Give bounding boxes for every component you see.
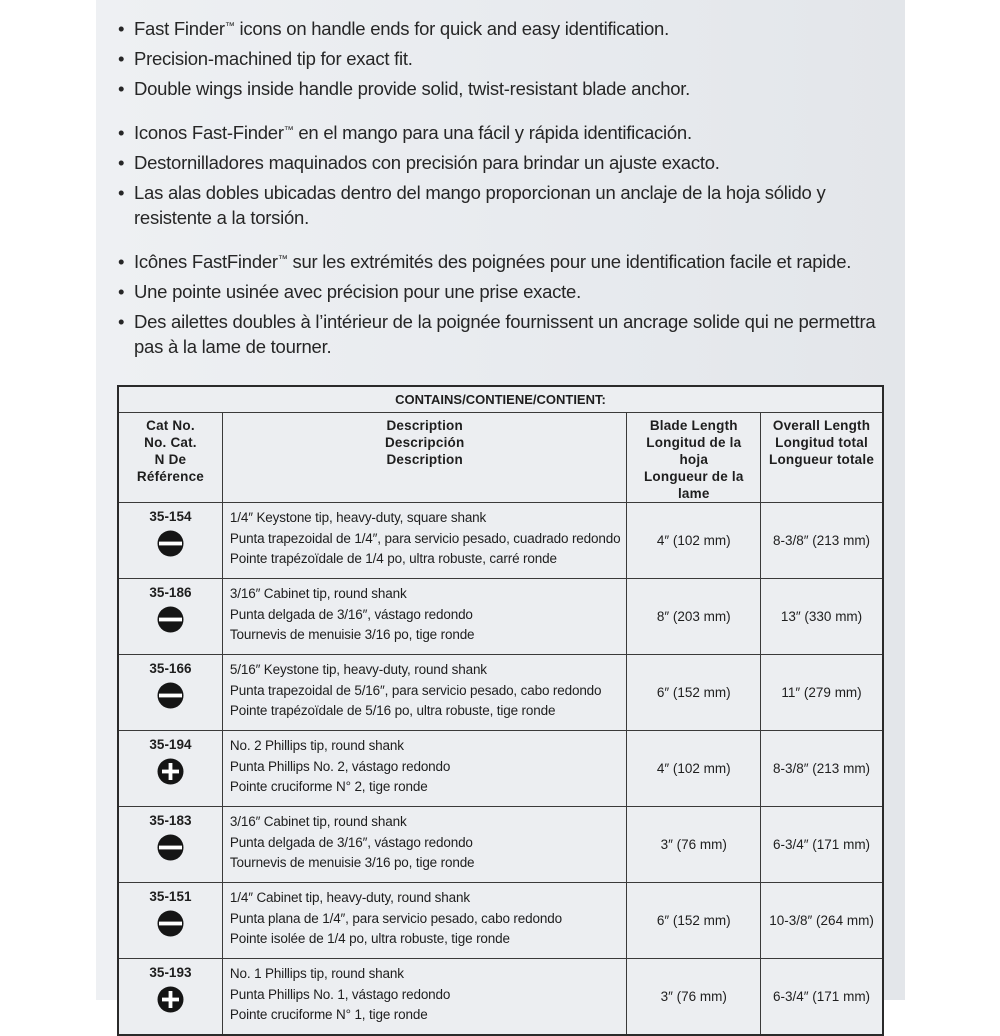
blade-length-cell: 8″ (203 mm) (627, 579, 761, 655)
overall-length-cell: 6-3/4″ (171 mm) (761, 959, 883, 1036)
overall-length-cell: 8-3/8″ (213 mm) (761, 731, 883, 807)
cat-cell (118, 807, 222, 883)
bullets-english (117, 16, 877, 101)
description-line: 5/16″ Keystone tip, heavy-duty, round shank (229, 662, 487, 677)
description-line: 1/4″ Keystone tip, heavy-duty, square shank (229, 510, 487, 525)
overall-length-cell: 6-3/4″ (171 mm) (761, 807, 883, 883)
overall-length-cell: 13″ (330 mm) (761, 579, 883, 655)
phillips-tip-icon (157, 986, 184, 1018)
blade-length-cell: 6″ (152 mm) (627, 883, 761, 959)
feature-bullet: • Des ailettes doubles à l’intérieur de la poignée fournissent un ancrage solide qui ne permettra pas à la lame de tourner. (117, 309, 877, 359)
description-line: Punta trapezoidal de 5/16″, para servicio pesado, cabo redondo (229, 682, 602, 698)
feature-bullet: • Iconos Fast-Finder™ en el mango para una fácil y rápida identificación. (117, 120, 877, 145)
description-cell (222, 731, 627, 807)
table-row (118, 579, 883, 655)
description-line: Punta trapezoidal de 1/4″, para servicio pesado, cuadrado redondo (229, 530, 621, 546)
feature-bullet: • Precision-machined tip for exact fit. (117, 46, 877, 71)
description-cell (222, 883, 627, 959)
blade-length-cell: 3″ (76 mm) (627, 807, 761, 883)
cat-cell (118, 655, 222, 731)
cat-number: 35-166 (149, 661, 192, 676)
feature-bullet: • Fast Finder™ icons on handle ends for quick and easy identification. (117, 16, 877, 41)
cat-number: 35-151 (149, 889, 192, 904)
table-row (118, 731, 883, 807)
cat-cell (118, 883, 222, 959)
table-header-row (118, 413, 883, 503)
feature-bullet: • Destornilladores maquinados con precisión para brindar un ajuste exacto. (117, 150, 877, 175)
description-line: Punta plana de 1/4″, para servicio pesado, cabo redondo (229, 910, 562, 926)
slotted-tip-icon (157, 606, 184, 638)
description-line: Punta Phillips No. 2, vástago redondo (229, 758, 451, 774)
overall-length-cell: 11″ (279 mm) (761, 655, 883, 731)
slotted-tip-icon (157, 682, 184, 714)
description-line: Pointe cruciforme N° 2, tige ronde (229, 779, 428, 794)
cat-number: 35-193 (149, 965, 192, 980)
header-description: Description Descripción Description (222, 413, 627, 503)
table-row (118, 883, 883, 959)
cat-number: 35-186 (149, 585, 192, 600)
slotted-tip-icon (157, 530, 184, 562)
phillips-tip-icon (157, 758, 184, 790)
trademark-symbol: ™ (277, 254, 288, 265)
trademark-symbol: ™ (283, 125, 294, 136)
cat-number: 35-183 (149, 813, 192, 828)
bullets-french (117, 249, 877, 359)
description-line: No. 2 Phillips tip, round shank (229, 738, 404, 753)
cat-cell (118, 579, 222, 655)
blade-length-cell: 4″ (102 mm) (627, 731, 761, 807)
header-cat-no: Cat No. No. Cat. N De Référence (118, 413, 222, 503)
feature-bullets (117, 16, 877, 378)
table-row (118, 503, 883, 579)
blade-length-cell: 4″ (102 mm) (627, 503, 761, 579)
blade-length-cell: 6″ (152 mm) (627, 655, 761, 731)
description-cell (222, 579, 627, 655)
table-row (118, 807, 883, 883)
description-line: Punta delgada de 3/16″, vástago redondo (229, 834, 473, 850)
cat-cell (118, 731, 222, 807)
table-caption: CONTAINS/CONTIENE/CONTIENT: (118, 386, 883, 413)
description-line: Pointe trapézoïdale de 5/16 po, ultra robuste, tige ronde (229, 703, 556, 718)
blade-length-cell: 3″ (76 mm) (627, 959, 761, 1036)
bullets-spanish (117, 120, 877, 230)
description-cell (222, 655, 627, 731)
description-line: 3/16″ Cabinet tip, round shank (229, 586, 407, 601)
cat-cell (118, 503, 222, 579)
slotted-tip-icon (157, 834, 184, 866)
overall-length-cell: 10-3/8″ (264 mm) (761, 883, 883, 959)
header-blade-length: Blade Length Longitud de la hoja Longueur de la lame (627, 413, 761, 503)
trademark-symbol: ™ (224, 21, 235, 32)
description-cell (222, 503, 627, 579)
header-overall-length: Overall Length Longitud total Longueur totale (761, 413, 883, 503)
description-line: No. 1 Phillips tip, round shank (229, 966, 404, 981)
feature-bullet: • Une pointe usinée avec précision pour une prise exacte. (117, 279, 877, 304)
contents-table (117, 385, 884, 1036)
description-line: Pointe trapézoïdale de 1/4 po, ultra robuste, carré ronde (229, 551, 557, 566)
description-cell (222, 959, 627, 1036)
description-line: Tournevis de menuisie 3/16 po, tige ronde (229, 855, 475, 870)
description-line: Punta delgada de 3/16″, vástago redondo (229, 606, 473, 622)
description-line: Tournevis de menuisie 3/16 po, tige ronde (229, 627, 475, 642)
cat-number: 35-154 (149, 509, 192, 524)
cat-cell (118, 959, 222, 1036)
cat-number: 35-194 (149, 737, 192, 752)
description-line: 3/16″ Cabinet tip, round shank (229, 814, 407, 829)
table-row (118, 655, 883, 731)
overall-length-cell: 8-3/8″ (213 mm) (761, 503, 883, 579)
table-row (118, 959, 883, 1036)
feature-bullet: • Icônes FastFinder™ sur les extrémités des poignées pour une identification facile et rapide. (117, 249, 877, 274)
feature-bullet: • Las alas dobles ubicadas dentro del mango proporcionan un anclaje de la hoja sólido y resistente a la torsión. (117, 180, 877, 230)
description-line: Pointe isolée de 1/4 po, ultra robuste, tige ronde (229, 931, 510, 946)
description-cell (222, 807, 627, 883)
description-line: 1/4″ Cabinet tip, heavy-duty, round shank (229, 890, 470, 905)
feature-bullet: • Double wings inside handle provide solid, twist-resistant blade anchor. (117, 76, 877, 101)
description-line: Punta Phillips No. 1, vástago redondo (229, 986, 451, 1002)
description-line: Pointe cruciforme N° 1, tige ronde (229, 1007, 428, 1022)
slotted-tip-icon (157, 910, 184, 942)
